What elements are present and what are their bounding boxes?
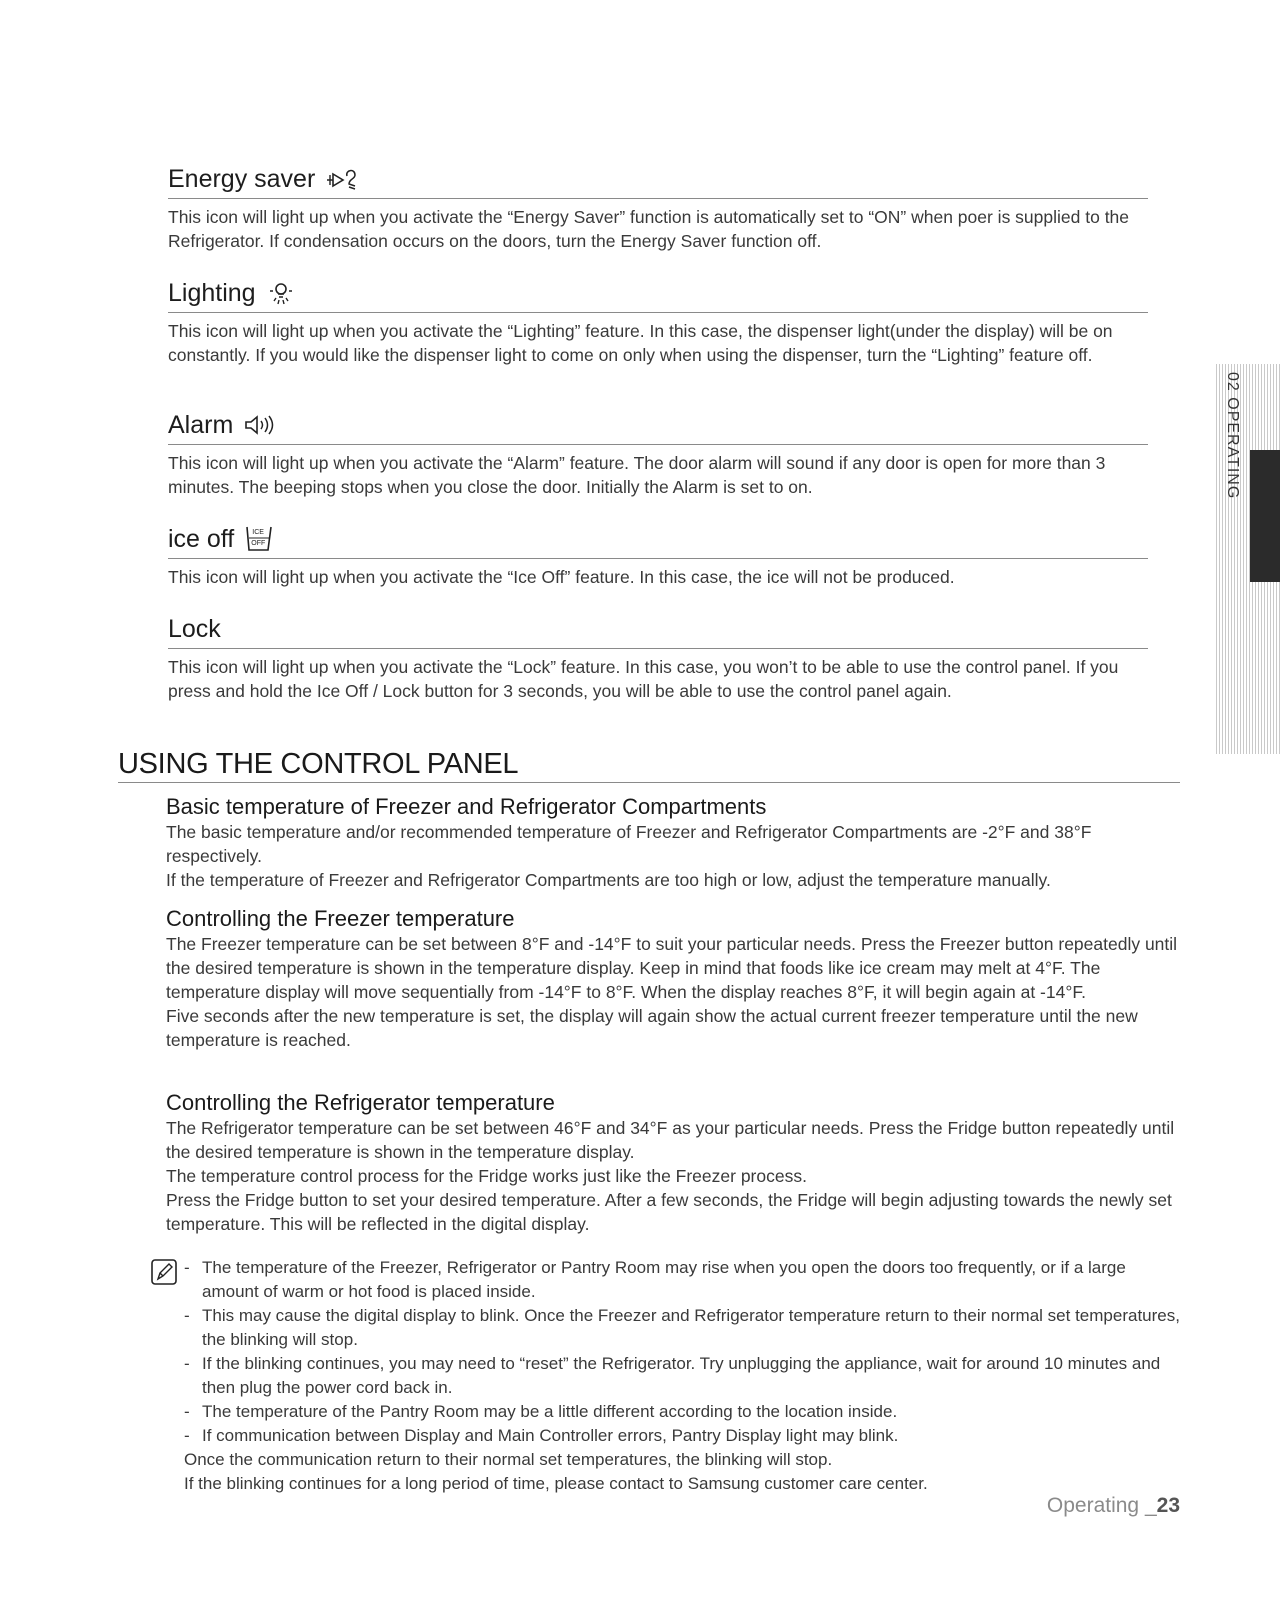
paragraph: The Freezer temperature can be set between 8°F and -14°F to suit your particular needs. Press the Freezer button repeatedly until the desired temperature is shown in the temperature display. Keep in mind that foods like ice cream may melt at 4°F. The temperature display will move sequentially from -14°F to 8°F. When the display reaches 8°F, it will begin again at -14°F. [166, 934, 1178, 1002]
ice-off-section [168, 524, 1148, 589]
basic-temperature-title: Basic temperature of Freezer and Refrigerator Compartments [166, 794, 767, 819]
freezer-temperature-title: Controlling the Freezer temperature [166, 906, 515, 931]
alarm-icon [243, 413, 277, 437]
energy-saver-section [168, 164, 1148, 253]
paragraph: The temperature control process for the Fridge works just like the Freezer process. [166, 1166, 807, 1186]
lighting-icon [266, 279, 296, 307]
paragraph: Five seconds after the new temperature is set, the display will again show the actual current freezer temperature until the new temperature is reached. [166, 1006, 1138, 1050]
ice-off-rule [168, 558, 1148, 559]
lock-title: Lock [168, 615, 221, 643]
lock-section [168, 614, 1148, 703]
energy-saver-title: Energy saver [168, 165, 316, 193]
notes-list [150, 1256, 1180, 1496]
chapter-label: 02 OPERATING [1224, 372, 1241, 500]
paragraph: The basic temperature and/or recommended temperature of Freezer and Refrigerator Compartments are -2°F and 38°F respectively. [166, 822, 1092, 866]
note-continuation: Once the communication return to their normal set temperatures, the blinking will stop. [184, 1450, 833, 1469]
energy-saver-rule [168, 198, 1148, 199]
paragraph: The Refrigerator temperature can be set between 46°F and 34°F as your particular needs. Press the Fridge button repeatedly until the desired temperature is shown in the temperature display. [166, 1118, 1175, 1162]
note-item: - If the blinking continues, you may need to “reset” the Refrigerator. Try unplugging the appliance, wait for around 10 minutes and then plug the power cord back in. [184, 1354, 1161, 1397]
note-item: - The temperature of the Freezer, Refrigerator or Pantry Room may rise when you open the doors too frequently, or if a large amount of warm or hot food is placed inside. [184, 1258, 1126, 1301]
control-panel-title: USING THE CONTROL PANEL [118, 748, 519, 780]
control-panel-rule [118, 782, 1180, 783]
note-item: - If communication between Display and Main Controller errors, Pantry Display light may blink. [184, 1426, 899, 1445]
ice-off-title: ice off [168, 525, 235, 553]
notes [150, 1256, 1180, 1496]
ice-off-text: This icon will light up when you activate the “Ice Off” feature. In this case, the ice will not be produced. [168, 567, 955, 587]
note-item: - This may cause the digital display to blink. Once the Freezer and Refrigerator temperature return to their normal set temperatures, the blinking will stop. [184, 1306, 1180, 1349]
page-footer [1047, 1494, 1180, 1518]
ice-off-icon [244, 524, 274, 554]
ice-off-icon-top: ICE [252, 529, 264, 536]
control-panel-heading [118, 748, 1180, 783]
freezer-temperature-section [166, 906, 1178, 1052]
side-chapter-tab [1216, 364, 1280, 754]
page-number: 23 [1156, 1494, 1180, 1517]
energy-saver-text: This icon will light up when you activate the “Energy Saver” function is automatically set to “ON” when poer is supplied to the Refrigerator. If condensation occurs on the doors, turn the Energy Saver function off. [168, 207, 1130, 251]
note-item: - The temperature of the Pantry Room may be a little different according to the location inside. [184, 1402, 898, 1421]
refrigerator-temperature-title: Controlling the Refrigerator temperature [166, 1090, 555, 1115]
alarm-section [168, 410, 1148, 499]
alarm-title: Alarm [168, 411, 234, 439]
lock-rule [168, 648, 1148, 649]
alarm-rule [168, 444, 1148, 445]
note-icon [150, 1258, 178, 1291]
lighting-text: This icon will light up when you activate the “Lighting” feature. In this case, the dispenser light(under the display) will be on constantly. If you would like the dispenser light to come on only when using the dispenser, turn the “Lighting” feature off. [168, 321, 1113, 365]
paragraph: Press the Fridge button to set your desired temperature. After a few seconds, the Fridge will begin adjusting towards the newly set temperature. This will be reflected in the digital display. [166, 1190, 1172, 1234]
lighting-section [168, 278, 1148, 367]
lock-text: This icon will light up when you activate the “Lock” feature. In this case, you won’t to be able to use the control panel. If you press and hold the Ice Off / Lock button for 3 seconds, you will be able to use the control panel again. [168, 657, 1119, 701]
ice-off-icon-bottom: OFF [251, 540, 266, 547]
alarm-text: This icon will light up when you activate the “Alarm” feature. The door alarm will sound if any door is open for more than 3 minutes. The beeping stops when you close the door. Initially the Alarm is set to on. [168, 453, 1106, 497]
footer-section: Operating _ [1046, 1494, 1157, 1517]
tab-marker [1250, 450, 1280, 582]
paragraph: If the temperature of Freezer and Refrigerator Compartments are too high or low, adjust the temperature manually. [166, 870, 1051, 890]
refrigerator-temperature-section [166, 1090, 1178, 1236]
lighting-rule [168, 312, 1148, 313]
energy-saver-icon [325, 166, 359, 192]
lighting-title: Lighting [168, 279, 256, 307]
note-continuation: If the blinking continues for a long period of time, please contact to Samsung customer care center. [184, 1474, 928, 1493]
basic-temperature-section [166, 794, 1178, 892]
